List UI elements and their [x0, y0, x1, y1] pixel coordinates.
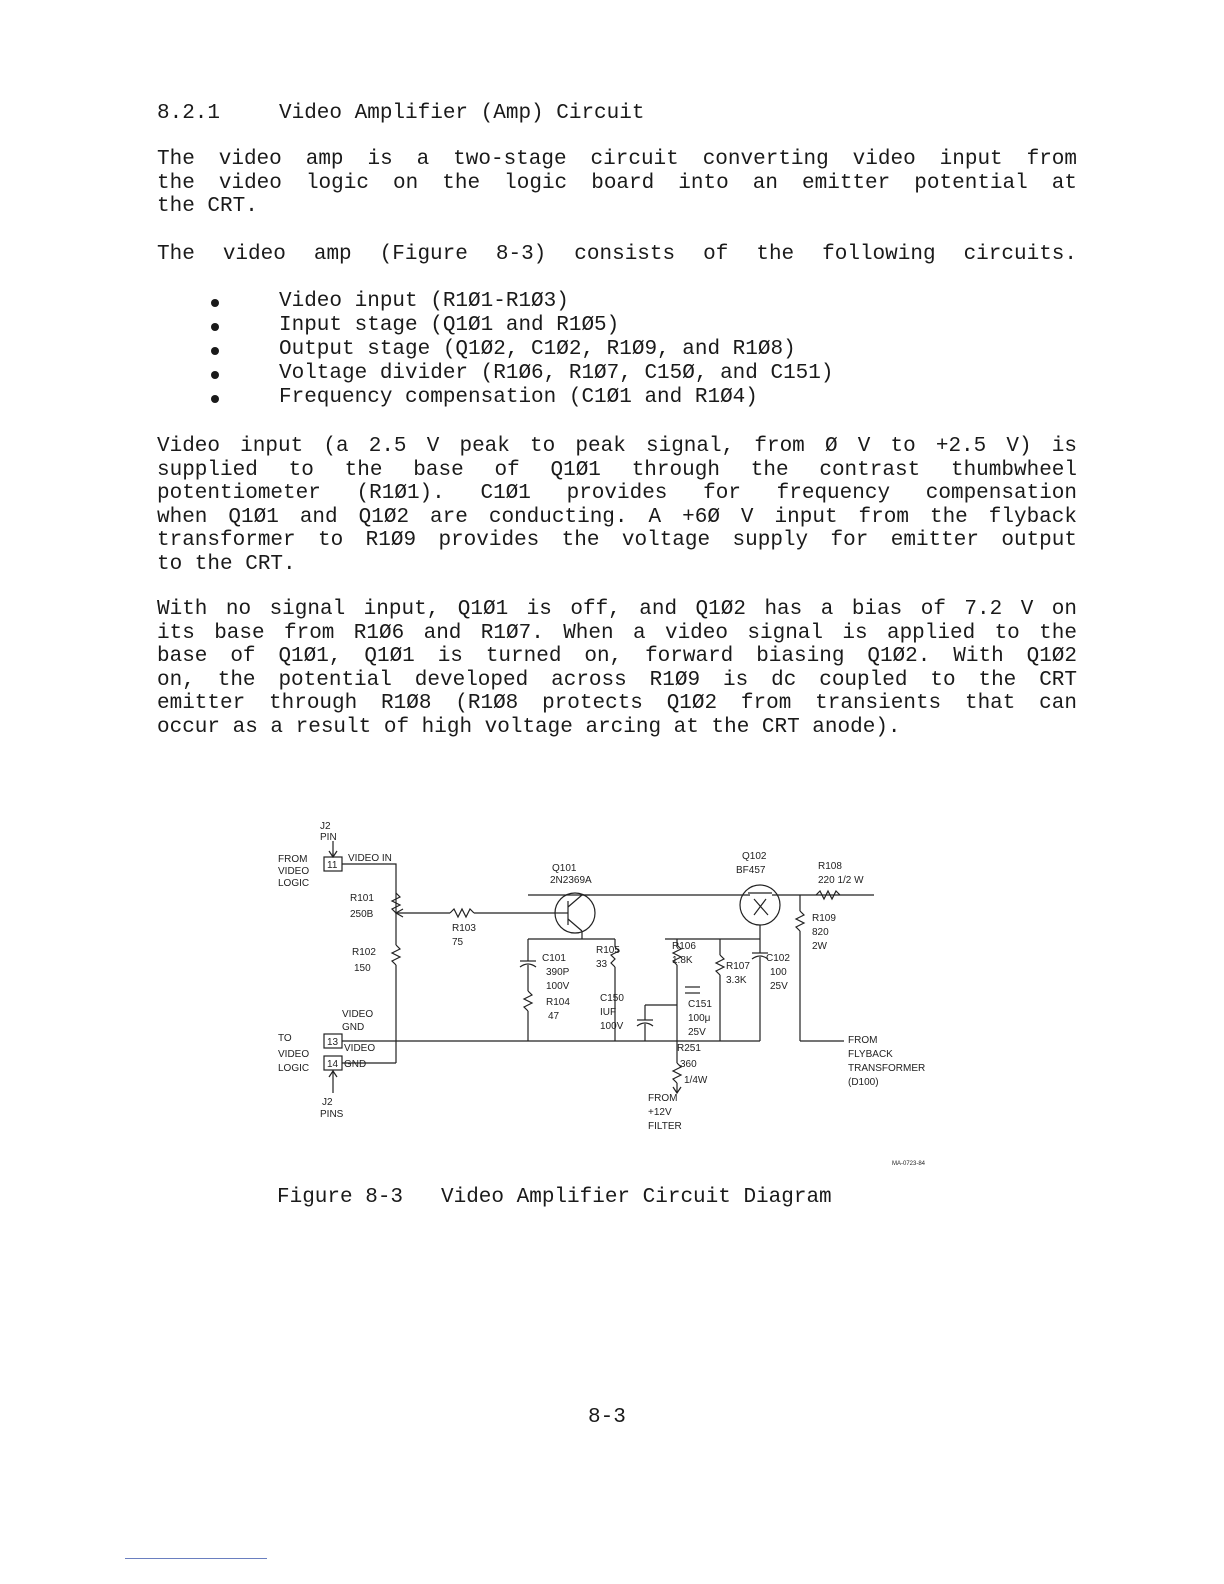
- bullet-icon: [211, 395, 219, 403]
- list-item: [157, 290, 834, 314]
- bullet-icon: [211, 371, 219, 379]
- text-line: supplied to the base of Q1Ø1 through the contrast thumbwheel: [157, 458, 1077, 482]
- text-line: potentiometer (R1Ø1). C1Ø1 provides for frequency compensation: [157, 482, 1077, 505]
- label-r107: R107: [726, 961, 750, 972]
- label-r102: R102: [352, 947, 376, 958]
- label-flyback-4: (D100): [848, 1077, 879, 1088]
- text-line: to the CRT.: [157, 552, 296, 576]
- label-video-13: VIDEO: [344, 1043, 376, 1054]
- text-line: when Q1Ø1 and Q1Ø2 are conducting. A +6Ø V input from the flyback: [157, 505, 1077, 529]
- paragraph-video-input: [157, 435, 1077, 576]
- label-r102-value: 150: [354, 963, 371, 974]
- text-line: on, the potential developed across R1Ø9 is dc coupled to the CRT: [157, 668, 1077, 692]
- page-number: 8-3: [588, 1406, 626, 1429]
- label-from: FROM: [278, 854, 308, 865]
- label-q102-part: BF457: [736, 865, 766, 876]
- label-figure-ref: MA-0723-84: [892, 1161, 926, 1167]
- list-item-text: Input stage (Q1Ø1 and R1Ø5): [279, 314, 620, 337]
- label-video-gnd-2: GND: [342, 1022, 365, 1033]
- label-logic-left-2: LOGIC: [278, 1063, 310, 1074]
- schematic-svg: [270, 815, 960, 1170]
- text-line: The video amp (Figure 8-3) consists of the following circuits.: [157, 243, 1077, 266]
- label-r105-value: 33: [596, 959, 608, 970]
- label-r109-watt: 2W: [812, 941, 827, 952]
- label-r108-value: 220 1/2 W: [818, 875, 864, 886]
- text-line: Video input (a 2.5 V peak to peak signal, from Ø V to +2.5 V) is: [157, 435, 1077, 458]
- label-r251-watt: 1/4W: [684, 1075, 708, 1086]
- label-j2-bottom: J2: [322, 1097, 333, 1108]
- label-r251-value: 360: [680, 1059, 697, 1070]
- list-item: [157, 386, 834, 410]
- list-item: [157, 314, 834, 338]
- label-flyback-3: TRANSFORMER: [848, 1063, 926, 1074]
- label-pin-top: PIN: [320, 832, 337, 843]
- section-heading: [157, 102, 644, 125]
- label-c151-voltage: 25V: [688, 1027, 706, 1038]
- label-c151: C151: [688, 999, 712, 1010]
- label-flyback-2: FLYBACK: [848, 1049, 893, 1060]
- label-r103-value: 75: [452, 937, 464, 948]
- label-pin-13: 13: [327, 1037, 339, 1048]
- text-line: With no signal input, Q1Ø1 is off, and Q1Ø2 has a bias of 7.2 V on: [157, 598, 1077, 621]
- list-item-text: Output stage (Q1Ø2, C1Ø2, R1Ø9, and R1Ø8): [279, 338, 796, 361]
- label-j2-top: J2: [320, 821, 331, 832]
- label-video-in: VIDEO IN: [348, 853, 392, 864]
- label-r104-value: 47: [548, 1011, 560, 1022]
- footer-rule: [125, 1558, 267, 1559]
- bullet-icon: [211, 323, 219, 331]
- label-pin-11: 11: [327, 860, 338, 871]
- label-r103: R103: [452, 923, 476, 934]
- label-r108: R108: [818, 861, 842, 872]
- label-r101: R101: [350, 893, 374, 904]
- label-c150-value: IUF: [600, 1007, 617, 1018]
- label-c101: C101: [542, 953, 566, 964]
- label-to: TO: [278, 1033, 292, 1044]
- label-gnd-14: GND: [344, 1059, 367, 1070]
- bullet-icon: [211, 299, 219, 307]
- label-c151-value: 100μ: [688, 1013, 711, 1024]
- label-video-gnd-1: VIDEO: [342, 1009, 374, 1020]
- label-c102: C102: [766, 953, 790, 964]
- caption-label: Figure 8-3: [277, 1186, 404, 1209]
- caption-text: Video Amplifier Circuit Diagram: [441, 1186, 832, 1209]
- label-flyback-1: FROM: [848, 1035, 878, 1046]
- label-pins-bottom: PINS: [320, 1109, 344, 1120]
- text-line: transformer to R1Ø9 provides the voltage supply for emitter output: [157, 529, 1077, 552]
- text-line: emitter through R1Ø8 (R1Ø8 protects Q1Ø2 from transients that can: [157, 692, 1077, 715]
- circuit-list: [157, 290, 834, 410]
- label-video-left: VIDEO: [278, 866, 310, 877]
- text-line: base of Q1Ø1, Q1Ø1 is turned on, forward biasing Q1Ø2. With Q1Ø2: [157, 645, 1077, 668]
- label-from-12v-3: FILTER: [648, 1121, 682, 1132]
- label-from-12v-2: +12V: [648, 1107, 672, 1118]
- label-c150-voltage: 100V: [600, 1021, 624, 1032]
- list-item: [157, 362, 834, 386]
- figure-caption: [277, 1186, 832, 1209]
- label-q101: Q101: [552, 863, 577, 874]
- text-line: occur as a result of high voltage arcing at the CRT anode).: [157, 715, 901, 739]
- label-from-12v-1: FROM: [648, 1093, 678, 1104]
- list-item: [157, 338, 834, 362]
- paragraph-operation: [157, 598, 1077, 739]
- text-line: the video logic on the logic board into an emitter potential at: [157, 171, 1077, 195]
- list-item-text: Video input (R1Ø1-R1Ø3): [279, 290, 569, 313]
- label-r101-value: 250B: [350, 909, 374, 920]
- label-r105: R105: [596, 945, 620, 956]
- paragraph-intro: [157, 148, 1077, 219]
- label-c102-voltage: 25V: [770, 981, 788, 992]
- label-r107-value: 3.3K: [726, 975, 747, 986]
- label-r106: R106: [672, 941, 696, 952]
- label-c102-value: 100: [770, 967, 787, 978]
- label-logic-left: LOGIC: [278, 878, 310, 889]
- label-q102: Q102: [742, 851, 767, 862]
- list-item-text: Frequency compensation (C1Ø1 and R1Ø4): [279, 386, 758, 409]
- text-line: the CRT.: [157, 195, 258, 218]
- list-item-text: Voltage divider (R1Ø6, R1Ø7, C15Ø, and C151): [279, 362, 834, 385]
- label-r106-value: 1.8K: [672, 955, 693, 966]
- label-r104: R104: [546, 997, 570, 1008]
- label-r251: R251: [677, 1043, 701, 1054]
- circuit-diagram: [270, 815, 960, 1170]
- label-c101-value: 390P: [546, 967, 570, 978]
- label-c101-voltage: 100V: [546, 981, 570, 992]
- text-line: The video amp is a two-stage circuit converting video input from: [157, 148, 1077, 171]
- label-q101-part: 2N2369A: [550, 875, 592, 886]
- label-pin-14: 14: [327, 1059, 339, 1070]
- text-line: its base from R1Ø6 and R1Ø7. When a video signal is applied to the: [157, 621, 1077, 645]
- section-title: Video Amplifier (Amp) Circuit: [279, 102, 645, 125]
- label-r109-value: 820: [812, 927, 829, 938]
- label-r109: R109: [812, 913, 836, 924]
- label-c150: C150: [600, 993, 624, 1004]
- label-video-left-2: VIDEO: [278, 1049, 310, 1060]
- section-number: 8.2.1: [157, 102, 221, 125]
- bullet-icon: [211, 347, 219, 355]
- paragraph-consists: [157, 243, 1077, 267]
